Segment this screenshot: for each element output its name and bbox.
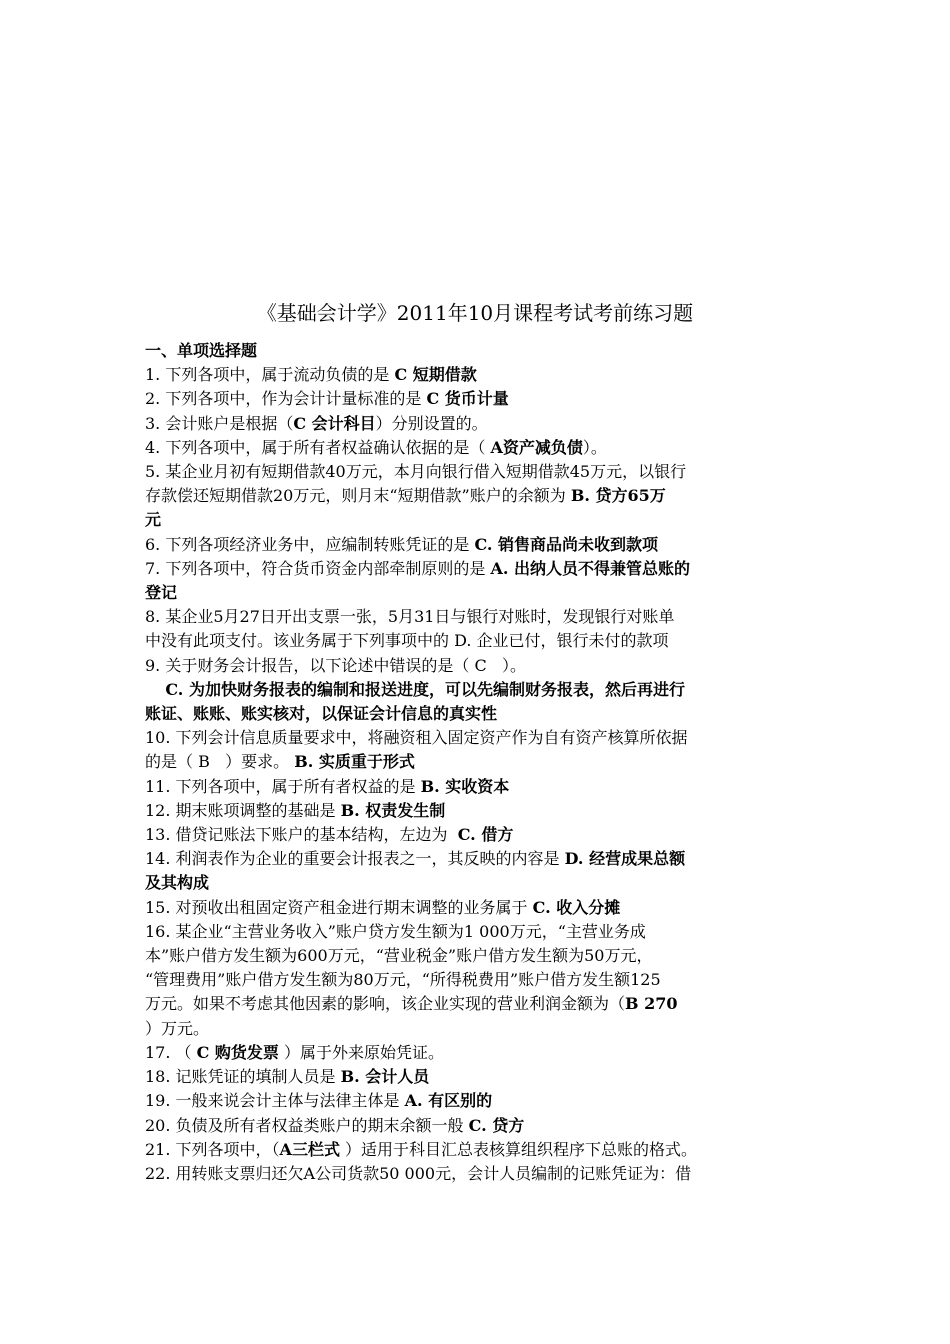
question-line: [145, 581, 810, 605]
question-line: [145, 387, 810, 411]
answer-text: B. 实收资本: [420, 776, 510, 796]
question-line: [145, 1065, 810, 1089]
question-text: 22. 用转账支票归还欠A公司货款50 000元，会计人员编制的记账凭证为：借: [145, 1163, 692, 1183]
question-line: [145, 944, 810, 968]
question-line: [145, 412, 810, 436]
question-text: 3. 会计账户是根据（: [145, 413, 294, 433]
answer-text: A三栏式: [279, 1139, 340, 1159]
question-line: [145, 847, 810, 871]
question-text: 9. 关于财务会计报告，以下论述中错误的是（ C ）。: [145, 655, 526, 675]
answer-text: B 270: [625, 994, 678, 1014]
question-text: 的是（ B ）要求。: [145, 752, 295, 772]
question-text: ）万元。: [145, 1018, 210, 1038]
answer-text: C 会计科目: [293, 413, 376, 433]
answer-text: C. 为加快财务报表的编制和报送进度，可以先编制财务报表，然后再进行: [165, 679, 685, 699]
question-line: [145, 799, 810, 823]
answer-text: B. 实质重于形式: [294, 752, 415, 772]
question-line: [145, 484, 810, 508]
answer-text: 账证、账账、账实核对，以保证会计信息的真实性: [145, 704, 498, 724]
question-line: [145, 605, 810, 629]
question-text: 18. 记账凭证的填制人员是: [145, 1067, 341, 1087]
question-text: 19. 一般来说会计主体与法律主体是: [145, 1091, 405, 1111]
question-line: [145, 1114, 810, 1138]
answer-text: C. 贷方: [468, 1115, 525, 1135]
question-text: 13. 借贷记账法下账户的基本结构，左边为: [145, 825, 458, 845]
answer-text: C. 借方: [457, 825, 514, 845]
question-line: [145, 1089, 810, 1113]
question-text: 6. 下列各项经济业务中，应编制转账凭证的是: [145, 534, 475, 554]
question-text: 17. （: [145, 1042, 197, 1062]
question-line: [145, 678, 810, 702]
answer-text: A. 有区别的: [404, 1091, 493, 1111]
question-text: 8. 某企业5月27日开出支票一张，5月31日与银行对账时，发现银行对账单: [145, 607, 675, 627]
question-list: [145, 363, 810, 1186]
question-text: 中没有此项支付。该业务属于下列事项中的 D. 企业已付，银行未付的款项: [145, 631, 669, 651]
answer-text: D. 经营成果总额: [564, 849, 686, 869]
answer-text: 及其构成: [145, 873, 210, 893]
question-text: 16. 某企业“主营业务收入”账户贷方发生额为1 000万元，“主营业务成: [145, 921, 646, 941]
question-text: 存款偿还短期借款20万元，则月末“短期借款”账户的余额为: [145, 486, 571, 506]
answer-text: C 短期借款: [394, 365, 477, 385]
question-line: [145, 557, 810, 581]
document-title: 《基础会计学》2011年10月课程考试考前练习题: [256, 301, 694, 325]
question-line: [145, 702, 810, 726]
question-line: [145, 750, 810, 774]
question-line: [145, 533, 810, 557]
document-body: [145, 339, 810, 1186]
question-text-tail: ）属于外来原始凭证。: [278, 1042, 445, 1062]
answer-text: B. 贷方65万: [570, 486, 666, 506]
question-line: [145, 363, 810, 387]
section-heading: 一、单项选择题: [145, 341, 258, 360]
answer-text: C 货币计量: [426, 389, 509, 409]
question-text: 1. 下列各项中，属于流动负债的是: [145, 365, 395, 385]
answer-text: A. 出纳人员不得兼管总账的: [490, 558, 691, 578]
question-line: [145, 896, 810, 920]
question-line: [145, 436, 810, 460]
question-text-tail: ）分别设置的。: [375, 413, 488, 433]
question-line: [145, 629, 810, 653]
question-text: “管理费用”账户借方发生额为80万元，“所得税费用”账户借方发生额125: [145, 970, 661, 990]
question-line: [145, 1138, 810, 1162]
answer-text: 登记: [145, 583, 178, 603]
question-text: 15. 对预收出租固定资产租金进行期末调整的业务属于: [145, 897, 533, 917]
question-text: 12. 期末账项调整的基础是: [145, 800, 341, 820]
question-text: 21. 下列各项中，（: [145, 1139, 280, 1159]
answer-text: C. 收入分摊: [532, 897, 621, 917]
answer-text: A资产减负债: [490, 437, 583, 457]
question-line: [145, 1162, 810, 1186]
question-text: 10. 下列会计信息质量要求中，将融资租入固定资产作为自有资产核算所依据: [145, 728, 688, 748]
question-line: [145, 726, 810, 750]
question-text: 万元。如果不考虑其他因素的影响，该企业实现的营业利润金额为（: [145, 994, 626, 1014]
question-text: 2. 下列各项中，作为会计计量标准的是: [145, 389, 427, 409]
question-line: [145, 871, 810, 895]
question-line: [145, 508, 810, 532]
question-text: [145, 680, 165, 699]
question-line: [145, 460, 810, 484]
question-text: 4. 下列各项中，属于所有者权益确认依据的是（: [145, 437, 491, 457]
question-text-tail: ）。: [582, 437, 607, 457]
question-line: [145, 823, 810, 847]
question-line: [145, 1041, 810, 1065]
question-line: [145, 1017, 810, 1041]
question-text-tail: ）适用于科目汇总表核算组织程序下总账的格式。: [339, 1139, 698, 1159]
question-text: 14. 利润表作为企业的重要会计报表之一，其反映的内容是: [145, 849, 565, 869]
question-text: 7. 下列各项中，符合货币资金内部牵制原则的是: [145, 558, 491, 578]
question-line: [145, 920, 810, 944]
question-line: [145, 992, 810, 1016]
question-text: 5. 某企业月初有短期借款40万元，本月向银行借入短期借款45万元，以银行: [145, 462, 687, 482]
question-text: 11. 下列各项中，属于所有者权益的是: [145, 776, 421, 796]
question-text: 本”账户借方发生额为600万元，“营业税金”账户借方发生额为50万元，: [145, 946, 653, 966]
answer-text: B. 权责发生制: [340, 800, 446, 820]
question-line: [145, 654, 810, 678]
question-line: [145, 775, 810, 799]
question-text: 20. 负债及所有者权益类账户的期末余额一般: [145, 1115, 469, 1135]
answer-text: 元: [145, 510, 162, 530]
answer-text: C 购货发票: [196, 1042, 279, 1062]
question-line: [145, 968, 810, 992]
answer-text: C. 销售商品尚未收到款项: [474, 534, 659, 554]
answer-text: B. 会计人员: [340, 1067, 430, 1087]
